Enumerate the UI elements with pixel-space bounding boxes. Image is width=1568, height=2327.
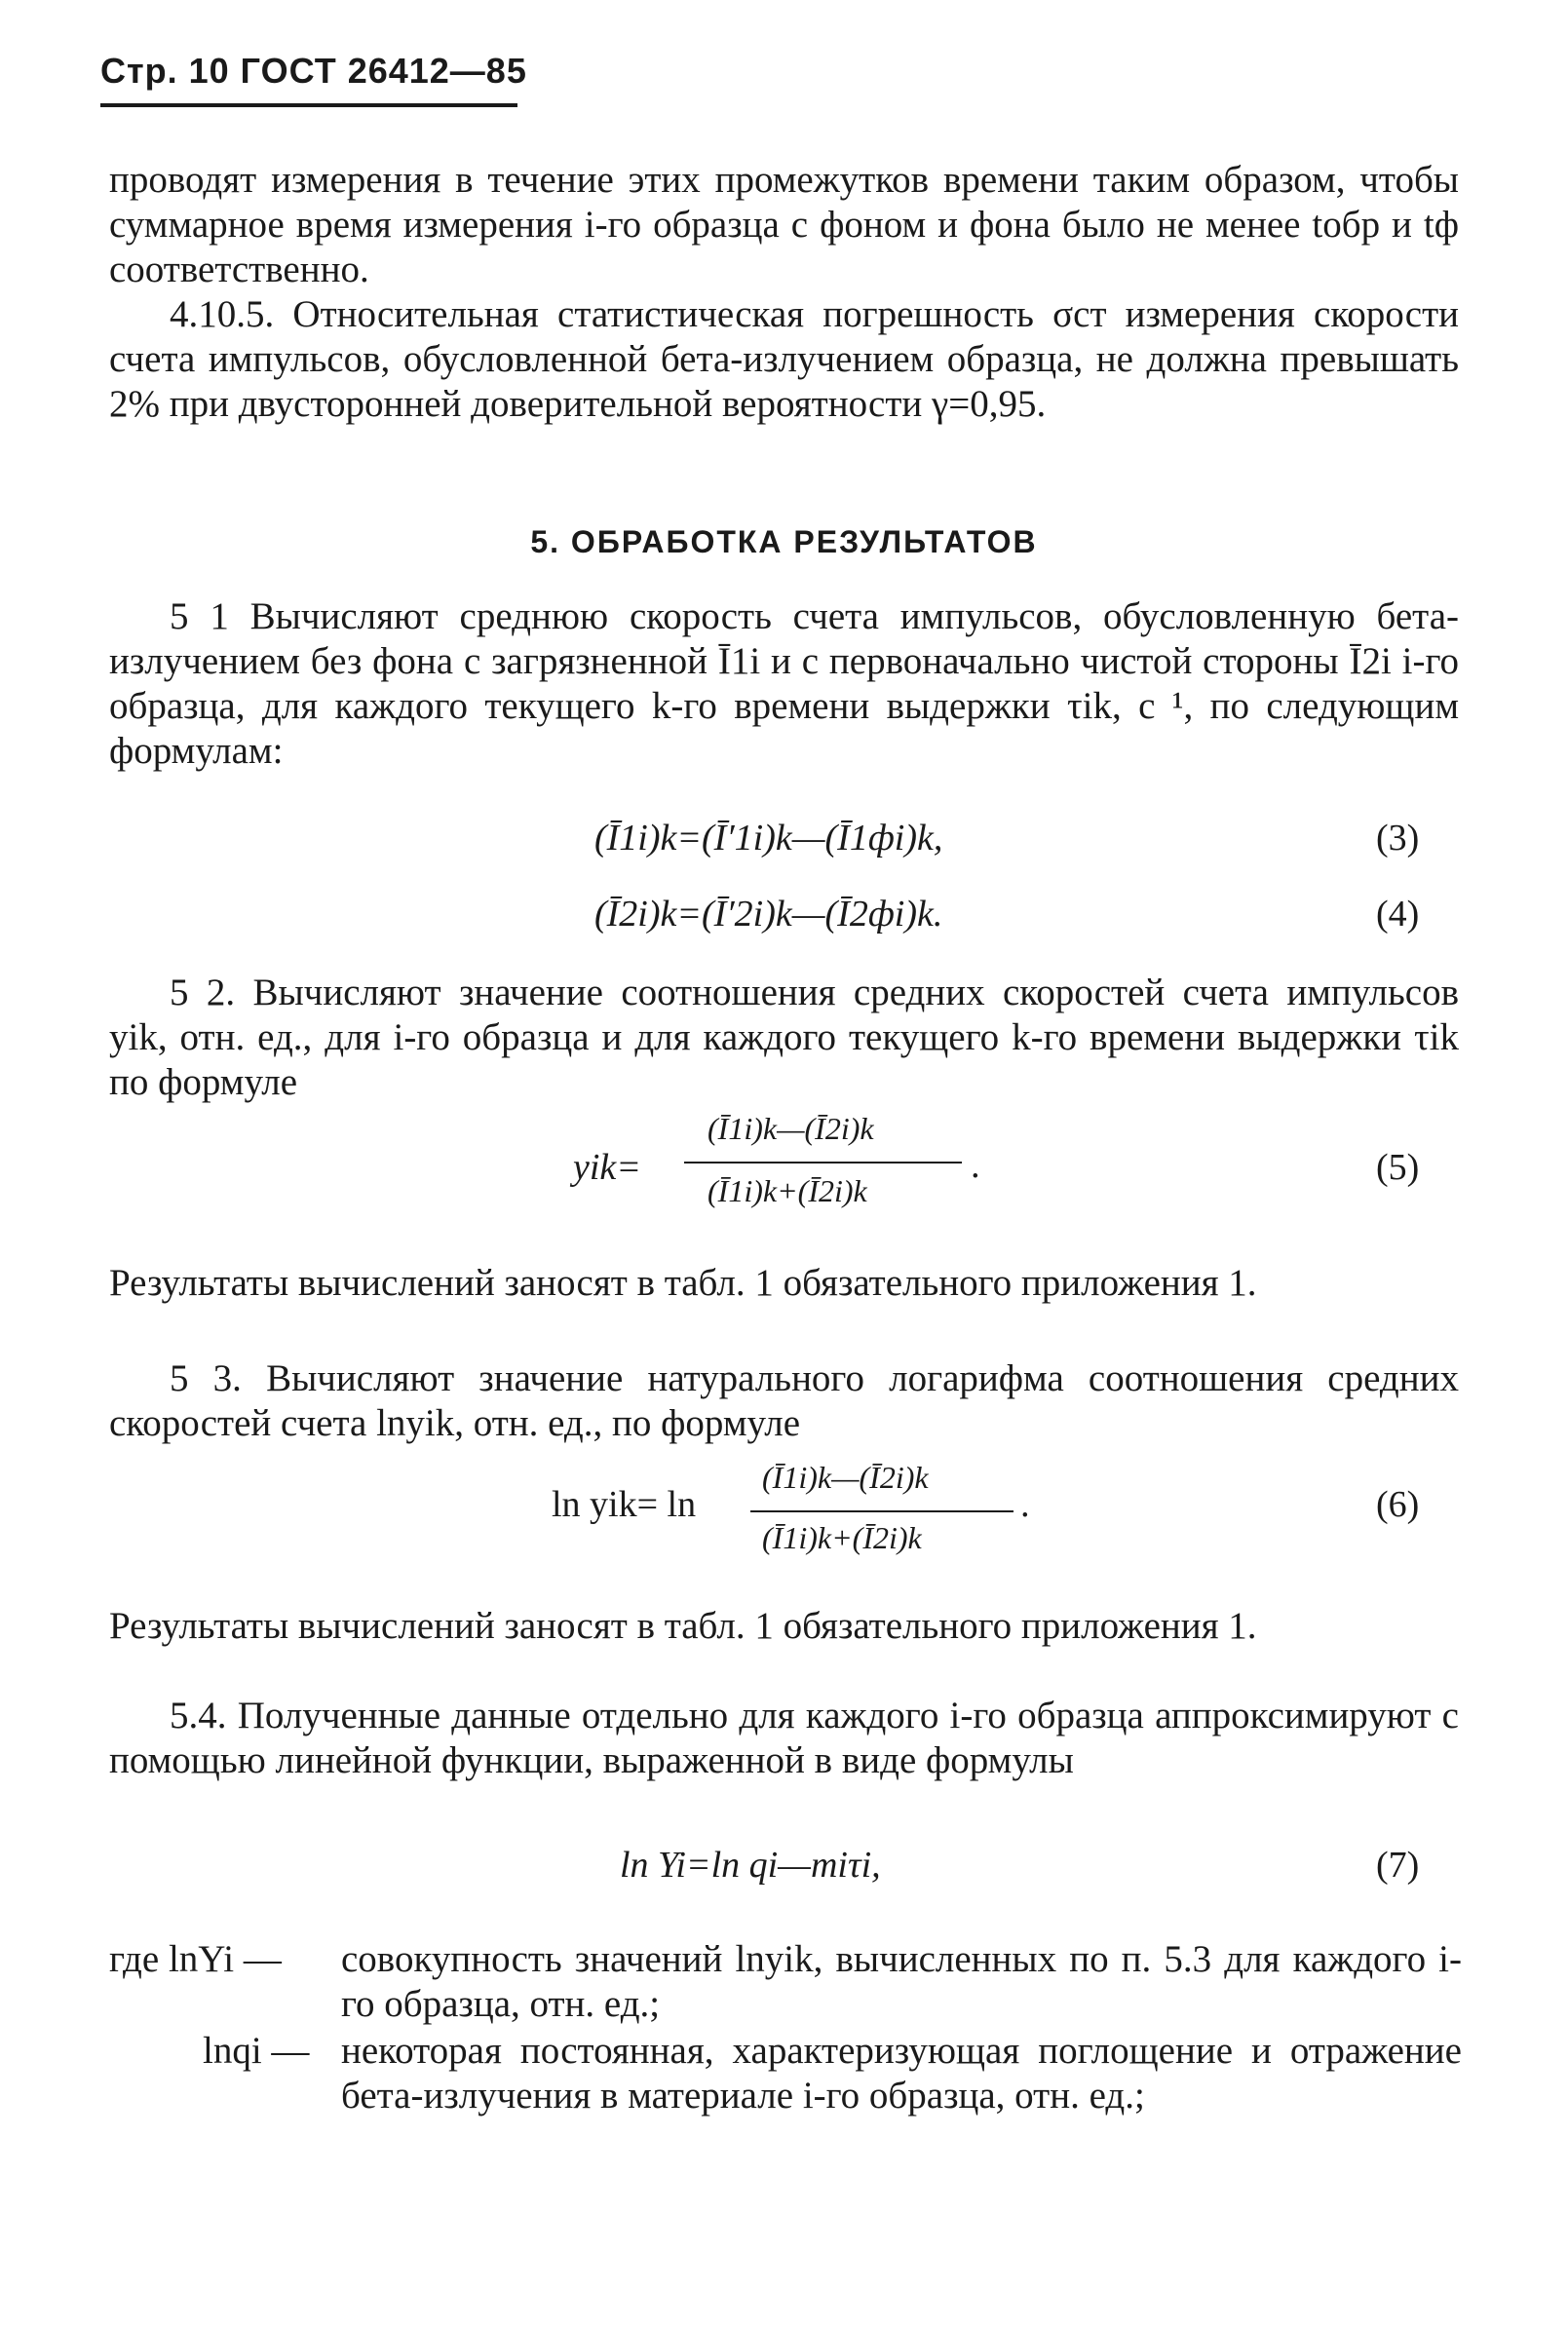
formula-5-tail: .: [972, 1145, 981, 1186]
formula-5-number: (5): [1376, 1147, 1420, 1188]
formula-4-number: (4): [1376, 894, 1420, 935]
formula-4: (Ī2i)k=(Ī′2i)k—(Ī2фi)k.: [594, 894, 943, 935]
formula-6-lhs: ln yik= ln: [552, 1484, 697, 1525]
definition-1-label: где lnYi —: [109, 1938, 282, 1980]
formula-5-fraction-bar: [684, 1162, 962, 1164]
paragraph-results-1: Результаты вычислений заносят в табл. 1 обязательного приложения 1.: [109, 1262, 1257, 1304]
formula-6-number: (6): [1376, 1484, 1420, 1525]
formula-5-numerator: (Ī1i)k—(Ī2i)k: [708, 1111, 874, 1146]
formula-5-denominator: (Ī1i)k+(Ī2i)k: [708, 1173, 867, 1208]
header-rule: [100, 103, 517, 107]
formula-3: (Ī1i)k=(Ī′1i)k—(Ī1фi)k,: [594, 818, 943, 858]
formula-7-number: (7): [1376, 1845, 1420, 1886]
page-header: Стр. 10 ГОСТ 26412—85: [100, 51, 527, 91]
paragraph-5-4: 5.4. Полученные данные отдельно для каждого i-го образца аппроксимируют с помощью линейной функции, выраженной в виде формулы: [109, 1695, 1459, 1781]
formula-6-numerator: (Ī1i)k—(Ī2i)k: [762, 1460, 929, 1495]
formula-6-denominator: (Ī1i)k+(Ī2i)k: [762, 1520, 922, 1555]
definition-1-body: совокупность значений lnyik, вычисленных по п. 5.3 для каждого i-го образца, отн. ед.;: [341, 1938, 1462, 2025]
formula-6-fraction-bar: [750, 1510, 1013, 1512]
formula-5-lhs: yik=: [573, 1147, 641, 1188]
paragraph-results-2: Результаты вычислений заносят в табл. 1 обязательного приложения 1.: [109, 1605, 1257, 1647]
definition-2-label: lnqi —: [203, 2030, 310, 2072]
paragraph-5-1: 5 1 Вычисляют среднюю скорость счета импульсов, обусловленную бета-излучением без фона с загрязненной Ī1i и с первоначально чистой стороны Ī2i i-го образца, для каждого текущего k-го времени выдержки τik, с ¹, по следующим формулам:: [109, 595, 1459, 772]
definition-2-body: некоторая постоянная, характеризующая поглощение и отражение бета-излучения в материале i-го образца, отн. ед.;: [341, 2030, 1462, 2117]
section-heading: 5. ОБРАБОТКА РЕЗУЛЬТАТОВ: [530, 524, 1038, 559]
formula-3-number: (3): [1376, 818, 1420, 858]
paragraph-5-2: 5 2. Вычисляют значение соотношения средних скоростей счета импульсов yik, отн. ед., для i-го образца и для каждого текущего k-го времени выдержки τik по формуле: [109, 972, 1459, 1103]
paragraph-4-10-5: 4.10.5. Относительная статистическая погрешность σст измерения скорости счета импульсов, обусловленной бета-излучением образца, не должна превышать 2% при двусторонней доверительной вероятности γ=0,95.: [109, 293, 1459, 425]
formula-6-tail: .: [1021, 1484, 1031, 1525]
formula-7: ln Yi=ln qi—miτi,: [620, 1845, 881, 1886]
paragraph-intro: проводят измерения в течение этих промежутков времени таким образом, чтобы суммарное время измерения i-го образца с фоном и фона было не менее tобр и tф соответственно.: [109, 159, 1459, 290]
paragraph-5-3: 5 3. Вычисляют значение натурального логарифма соотношения средних скоростей счета lnyik, отн. ед., по формуле: [109, 1357, 1459, 1444]
